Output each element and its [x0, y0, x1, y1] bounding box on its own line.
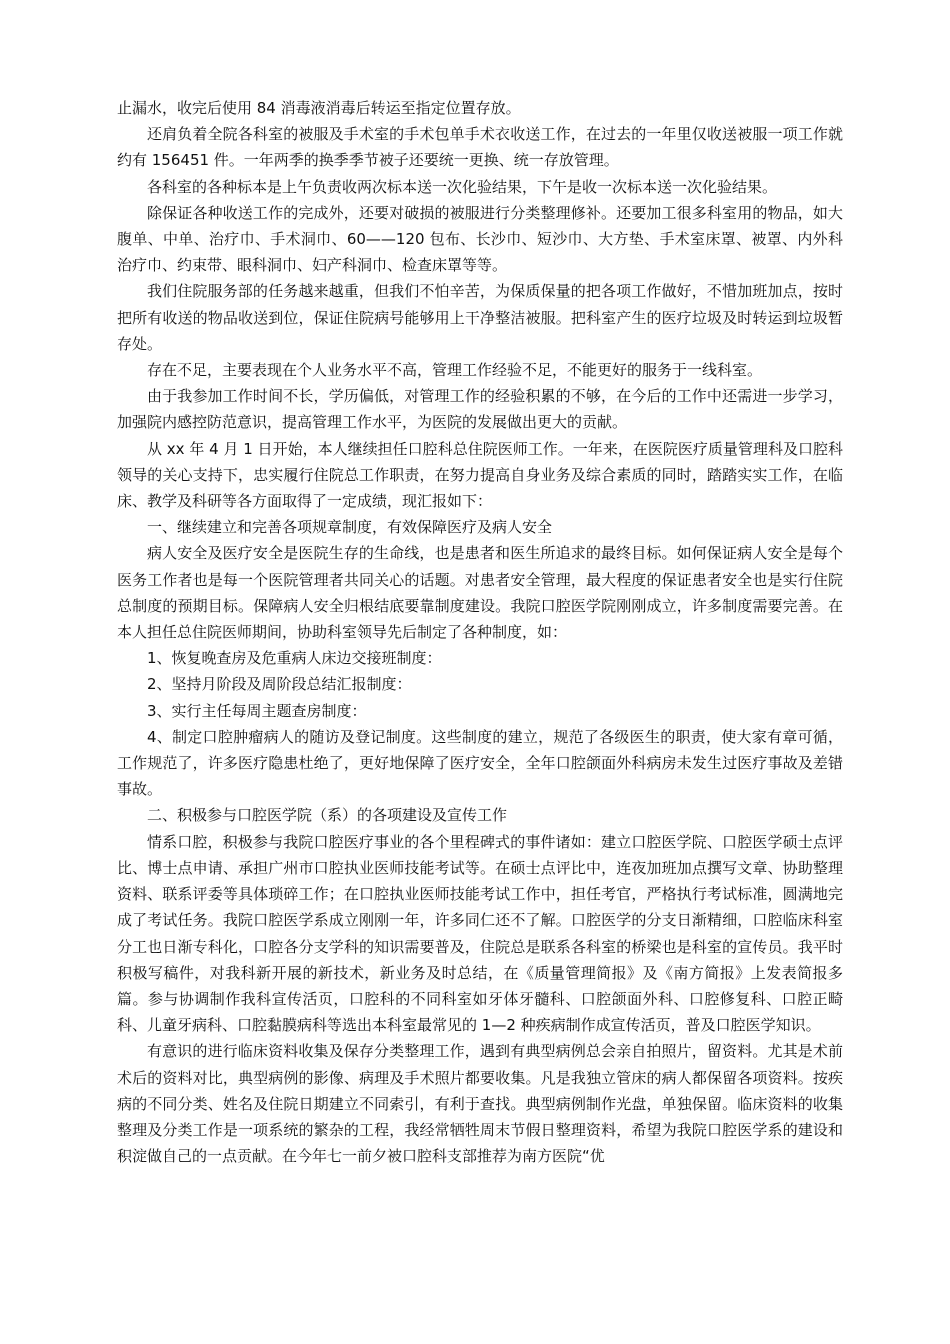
paragraph: 止漏水，收完后使用 84 消毒液消毒后转运至指定位置存放。	[117, 99, 521, 117]
list-item: 3、实行主任每周主题查房制度：	[147, 701, 367, 720]
section-heading: 一、继续建立和完善各项规章制度，有效保障医疗及病人安全	[147, 518, 553, 537]
document-body	[117, 95, 843, 1169]
paragraph: 情系口腔，积极参与我院口腔医疗事业的各个里程碑式的事件诸如：建立口腔医学院、口腔医学硕士点评比、博士点申请、承担广州市口腔执业医师技能考试等。在硕士点评比中，连夜加班加点撰写文章、协助整理资料、联系评委等具体琐碎工作；在口腔执业医师技能考试工作中，担任考官，严格执行考试标准，圆满地完成了考试任务。我院口腔医学系成立刚刚一年，许多同仁还不了解。口腔医学的分支日渐精细，口腔临床科室分工也日渐专科化，口腔各分支学科的知识需要普及，住院总是联系各科室的桥梁也是科室的宣传员。我平时积极写稿件，对我科新开展的新技术，新业务及时总结，在《质量管理简报》及《南方简报》上发表简报多篇。参与协调制作我科宣传活页，口腔科的不同科室如牙体牙髓科、口腔颌面外科、口腔修复科、口腔正畸科、儿童牙病科、口腔黏膜病科等选出本科室最常见的 1—2 种疾病制作成宣传活页，普及口腔医学知识。	[117, 832, 843, 1035]
paragraph: 病人安全及医疗安全是医院生存的生命线，也是患者和医生所追求的最终目标。如何保证病人安全是每个医务工作者也是每一个医院管理者共同关心的话题。对患者安全管理，最大程度的保证患者安全也是实行住院总制度的预期目标。保障病人安全归根结底要靠制度建设。我院口腔医学院刚刚成立，许多制度需要完善。在本人担任总住院医师期间，协助科室领导先后制定了各种制度，如：	[117, 544, 843, 642]
paragraph: 由于我参加工作时间不长，学历偏低，对管理工作的经验积累的不够，在今后的工作中还需进一步学习，加强院内感控防范意识，提高管理工作水平，为医院的发展做出更大的贡献。	[117, 387, 843, 432]
section-heading: 二、积极参与口腔医学院（系）的各项建设及宣传工作	[147, 806, 508, 825]
list-item: 1、恢复晚查房及危重病人床边交接班制度：	[147, 649, 442, 668]
list-item: 2、坚持月阶段及周阶段总结汇报制度：	[147, 675, 412, 694]
paragraph: 除保证各种收送工作的完成外，还要对破损的被服进行分类整理修补。还要加工很多科室用的物品，如大腹单、中单、治疗巾、手术洞巾、60——120 包布、长沙巾、短沙巾、大方垫、手术室床罩、被罩、内外科治疗巾、约束带、眼科洞巾、妇产科洞巾、检查床罩等等。	[117, 203, 843, 275]
paragraph: 有意识的进行临床资料收集及保存分类整理工作，遇到有典型病例总会亲自拍照片，留资料。尤其是术前术后的资料对比，典型病例的影像、病理及手术照片都要收集。凡是我独立管床的病人都保留各项资料。按疾病的不同分类、姓名及住院日期建立不同索引，有利于查找。典型病例制作光盘，单独保留。临床资料的收集整理及分类工作是一项系统的繁杂的工程，我经常牺牲周末节假日整理资料，希望为我院口腔医学系的建设和积淀做自己的一点贡献。在今年七一前夕被口腔科支部推荐为南方医院“优	[117, 1042, 843, 1166]
paragraph: 从 xx 年 4 月 1 日开始，本人继续担任口腔科总住院医师工作。一年来，在医院医疗质量管理科及口腔科领导的关心支持下，忠实履行住院总工作职责，在努力提高自身业务及综合素质的同时，踏踏实实工作，在临床、教学及科研等各方面取得了一定成绩，现汇报如下：	[117, 439, 843, 511]
list-item: 4、制定口腔肿瘤病人的随访及登记制度。这些制度的建立，规范了各级医生的职责，使大家有章可循，工作规范了，许多医疗隐患杜绝了，更好地保障了医疗安全，全年口腔颌面外科病房未发生过医疗事故及差错事故。	[117, 727, 843, 799]
paragraph: 我们住院服务部的任务越来越重，但我们不怕辛苦，为保质保量的把各项工作做好，不惜加班加点，按时把所有收送的物品收送到位，保证住院病号能够用上干净整洁被服。把科室产生的医疗垃圾及时转运到垃圾暂存处。	[117, 282, 843, 353]
paragraph: 还肩负着全院各科室的被服及手术室的手术包单手术衣收送工作，在过去的一年里仅收送被服一项工作就约有 156451 件。一年两季的换季季节被子还要统一更换、统一存放管理。	[117, 125, 843, 170]
paragraph: 各科室的各种标本是上午负责收两次标本送一次化验结果，下午是收一次标本送一次化验结果。	[147, 177, 778, 196]
paragraph: 存在不足，主要表现在个人业务水平不高，管理工作经验不足，不能更好的服务于一线科室。	[147, 361, 763, 380]
